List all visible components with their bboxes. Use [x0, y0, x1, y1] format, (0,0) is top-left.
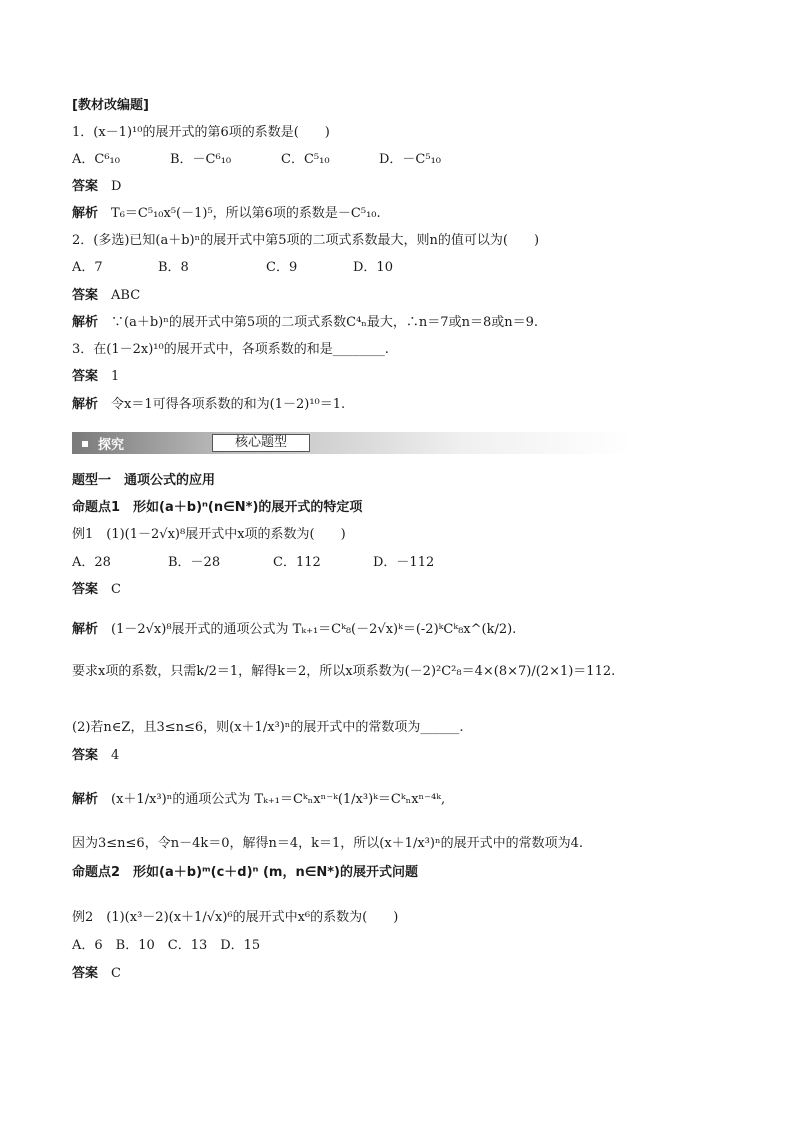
q2-answer: ABC: [111, 288, 141, 303]
point1-heading: 命题点1 形如(a＋b)ⁿ(n∈N*)的展开式的特定项: [72, 500, 363, 515]
q1-analysis: T₆＝C⁵₁₀x⁵(－1)⁵，所以第6项的系数是－C⁵₁₀.: [111, 206, 381, 221]
ex2-answer: C: [111, 966, 121, 981]
q3-analysis: 令x＝1可得各项系数的和为(1－2)¹⁰＝1.: [111, 397, 346, 412]
ex1-analysis-row: [72, 622, 516, 638]
banner-tag: 探究: [82, 434, 124, 453]
ex1-option-b: B．－28: [168, 555, 221, 570]
ex1-analysis2-a: (x＋1/x³)ⁿ的通项公式为 Tₖ₊₁＝Cᵏₙxⁿ⁻ᵏ(1/x³)ᵏ＝Cᵏₙxⁿ⁻⁴ᵏ,: [111, 792, 446, 807]
q3-answer-row: [72, 369, 119, 385]
type-heading: 题型一 通项公式的应用: [72, 473, 216, 488]
answer-label: 答案: [72, 966, 99, 981]
q2-option-b: B．8: [158, 260, 189, 275]
ex1-analysis-a: (1－2√x)⁸展开式的通项公式为 Tₖ₊₁＝Cᵏ₈(－2√x)ᵏ＝(-2)ᵏCᵏ₈x^(k/2).: [111, 622, 517, 637]
q2-options: [72, 260, 393, 276]
ex1-answer-row: [72, 582, 121, 598]
q3-stem: 3．在(1－2x)¹⁰的展开式中，各项系数的和是________.: [72, 342, 389, 357]
q2-analysis: ∵(a＋b)ⁿ的展开式中第5项的二项式系数C⁴ₙ最大，∴n＝7或n＝8或n＝9.: [111, 315, 538, 330]
ex1-stem: 例1 (1)(1－2√x)⁸展开式中x项的系数为( ): [72, 527, 346, 542]
ex1-option-c: C．112: [273, 555, 321, 570]
q1-option-d: D．－C⁵₁₀: [379, 152, 442, 167]
q2-analysis-row: [72, 315, 538, 331]
ex1-options: [72, 555, 434, 571]
ex1-part2: (2)若n∈Z，且3≤n≤6，则(x＋1/x³)ⁿ的展开式中的常数项为______.: [72, 720, 464, 735]
q2-option-d: D．10: [353, 260, 393, 275]
ex2-answer-row: [72, 966, 121, 982]
q1-option-b: B．－C⁶₁₀: [170, 152, 232, 167]
answer-label: 答案: [72, 288, 99, 303]
answer-label: 答案: [72, 748, 99, 763]
section-banner: [72, 432, 632, 454]
analysis-label: 解析: [72, 206, 99, 221]
q1-options: [72, 152, 441, 168]
ex1-analysis2-row: [72, 792, 445, 808]
ex1-analysis2-b: 因为3≤n≤6，令n－4k＝0，解得n＝4，k＝1，所以(x＋1/x³)ⁿ的展开式中的常数项为4.: [72, 836, 583, 851]
banner-title: 核心题型: [212, 434, 310, 452]
q2-option-c: C．9: [266, 260, 298, 275]
q2-stem: 2．(多选)已知(a＋b)ⁿ的展开式中第5项的二项式系数最大，则n的值可以为( ): [72, 233, 540, 248]
ex1-answer: C: [111, 582, 121, 597]
ex2-stem: 例2 (1)(x³－2)(x＋1/√x)⁶的展开式中x⁶的系数为( ): [72, 910, 399, 925]
ex1-analysis-b: 要求x项的系数，只需k/2＝1，解得k＝2，所以x项系数为(－2)²C²₈＝4×(8×7)/(2×1)＝112.: [72, 664, 616, 679]
point2-heading: 命题点2 形如(a＋b)ᵐ(c＋d)ⁿ (m，n∈N*)的展开式问题: [72, 865, 418, 880]
q3-answer: 1: [111, 369, 120, 384]
section-title: [教材改编题]: [72, 98, 149, 113]
q1-answer-row: [72, 179, 121, 195]
analysis-label: 解析: [72, 315, 99, 330]
q3-analysis-row: [72, 397, 345, 413]
q1-analysis-row: [72, 206, 381, 222]
q2-answer-row: [72, 288, 140, 304]
analysis-label: 解析: [72, 397, 99, 412]
analysis-label: 解析: [72, 622, 99, 637]
analysis-label: 解析: [72, 792, 99, 807]
ex1-answer2-row: [72, 748, 119, 764]
q2-option-a: A．7: [72, 260, 103, 275]
answer-label: 答案: [72, 582, 99, 597]
ex2-options: A．6 B．10 C．13 D．15: [72, 938, 261, 953]
ex1-answer2: 4: [111, 748, 120, 763]
q1-answer: D: [111, 179, 122, 194]
q1-option-a: A．C⁶₁₀: [72, 152, 120, 167]
answer-label: 答案: [72, 369, 99, 384]
q1-stem: 1．(x－1)¹⁰的展开式的第6项的系数是( ): [72, 125, 330, 140]
answer-label: 答案: [72, 179, 99, 194]
ex1-option-d: D．－112: [373, 555, 435, 570]
square-bullet-icon: [82, 441, 88, 447]
ex1-option-a: A．28: [72, 555, 111, 570]
q1-option-c: C．C⁵₁₀: [281, 152, 330, 167]
